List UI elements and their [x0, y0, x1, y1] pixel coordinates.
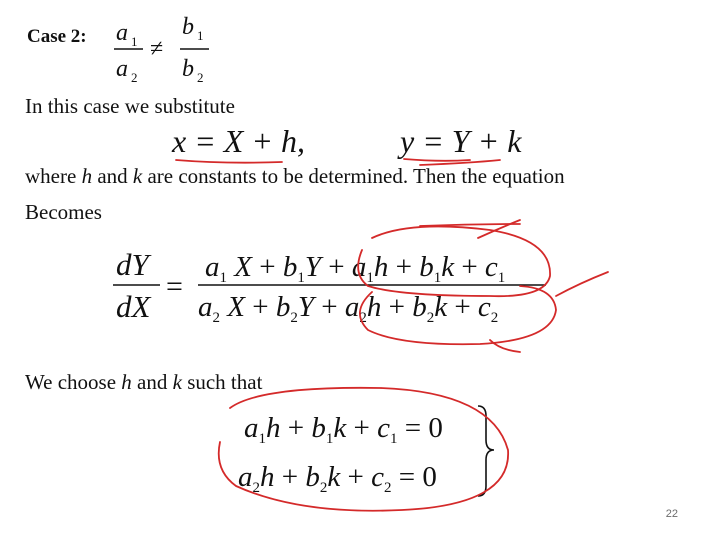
where-text-1: where	[25, 164, 82, 188]
cond-a1-sub: 1	[131, 34, 138, 49]
handwritten-annotations	[176, 159, 608, 511]
substitution-y: y = Y + k	[400, 123, 522, 159]
substitution-x: x = X + h,	[172, 123, 305, 159]
transformed-equation	[113, 247, 546, 326]
system-brace	[478, 406, 494, 496]
where-text-2: are constants to be determined. Then the equation	[142, 164, 565, 188]
cond-b1-sub: 1	[197, 28, 204, 43]
case-label: Case 2:	[27, 26, 87, 47]
de-equals: =	[166, 270, 183, 303]
intro-text: In this case we substitute	[25, 94, 235, 118]
choose-text-2: such that	[181, 370, 263, 394]
underline-y-sub	[404, 159, 500, 165]
system-of-equations	[238, 406, 494, 496]
de-lhs-num: dY	[116, 247, 149, 282]
becomes-text: Becomes	[25, 200, 102, 224]
var-h-2: h	[121, 370, 132, 394]
de-denominator: $a_2$ $X + b_2Y + a_2h + b_2k + c_2$	[198, 291, 499, 326]
arrow-stroke	[556, 272, 608, 296]
var-k: k	[132, 164, 143, 188]
and-text-2: and	[131, 370, 173, 394]
cond-b2-sub: 2	[197, 70, 204, 85]
cond-a1: a	[116, 20, 128, 46]
var-k-2: k	[172, 370, 182, 394]
condition-equation	[114, 14, 209, 85]
system-eq-1: $a_1h + b_1k + c_1 = 0$	[244, 412, 443, 447]
cond-b1: b	[182, 14, 194, 40]
underline-x-sub	[176, 160, 282, 163]
cond-a2: a	[116, 56, 128, 82]
system-eq-2: $a_2h + b_2k + c_2 = 0$	[238, 461, 437, 496]
cond-neq: ≠	[150, 36, 164, 62]
page-number: 22	[665, 508, 678, 520]
de-lhs-den: dX	[116, 289, 151, 324]
de-numerator: $a_1$ $X + b_1Y + a_1h + b_1k + c_1$	[205, 251, 506, 286]
var-h: h	[81, 164, 93, 188]
cond-b2: b	[182, 56, 194, 82]
cond-a2-sub: 2	[131, 70, 138, 85]
and-text: and	[92, 164, 133, 188]
choose-text-1: We choose	[25, 370, 122, 394]
